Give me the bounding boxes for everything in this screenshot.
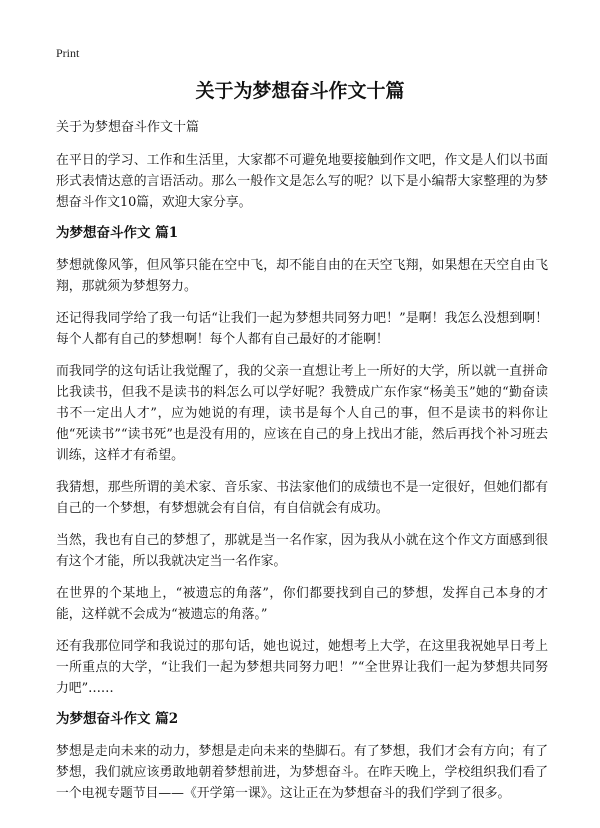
section-1-paragraph-3: 而我同学的这句话让我觉醒了，我的父亲一直想让考上一所好的大学，所以就一直拼命比我读书，但我不是读书的料怎么可以学好呢？我赞成广东作家“杨美玉”她的“勤奋读书不一定出人才”，应为她说的有理，读书是每个人自己的事，但不是读书的料你让他“死读书”“读书死”也是没有用的，应该在自己的身上找出才能，然后再找个补习班去训练，这样才有希望。 — [56, 364, 548, 463]
intro-paragraph: 在平日的学习、工作和生活里，大家都不可避免地要接触到作文吧，作文是人们以书面形式表情达意的言语活动。那么一般作文是怎么写的呢？以下是小编帮大家整理的为梦想奋斗作文10篇，欢迎大家分享。 — [56, 153, 548, 210]
section-1-paragraph-1: 梦想就像风筝，但风筝只能在空中飞，却不能自由的在天空飞翔，如果想在天空自由飞翔，那就须为梦想努力。 — [56, 258, 548, 294]
section-1-paragraph-2: 还记得我同学给了我一句话“让我们一起为梦想共同努力吧！”是啊！我怎么没想到啊！每个人都有自己的梦想啊！每个人都有自己最好的才能啊！ — [56, 311, 548, 347]
print-link[interactable]: Print — [56, 46, 80, 60]
section-1-paragraph-7: 还有我那位同学和我说过的那句话，她也说过，她想考上大学，在这里我祝她早日考上一所重点的大学，“让我们一起为梦想共同努力吧！”“全世界让我们一起为梦想共同努力吧”…… — [56, 639, 548, 696]
section-heading-1: 为梦想奋斗作文 篇1 — [56, 225, 179, 241]
section-1-paragraph-5: 当然，我也有自己的梦想了，那就是当一名作家，因为我从小就在这个作文方面感到很有这个才能，所以我就决定当一名作家。 — [56, 533, 548, 569]
section-1-paragraph-6: 在世界的个某地上，“被遗忘的角落”，你们都要找到自己的梦想，发挥自己本身的才能，这样就不会成为“被遗忘的角落。” — [56, 586, 548, 622]
section-2-paragraph-1: 梦想是走向未来的动力，梦想是走向未来的垫脚石。有了梦想，我们才会有方向；有了梦想，我们就应该勇敢地朝着梦想前进，为梦想奋斗。在昨天晚上，学校组织我们看了一个电视专题节目——《开学第一课》。这让正在为梦想奋斗的我们学到了很多。 — [56, 744, 548, 801]
section-heading-2: 为梦想奋斗作文 篇2 — [56, 711, 179, 727]
article-subtitle: 关于为梦想奋斗作文十篇 — [56, 120, 200, 135]
article-body — [56, 118, 548, 815]
page-title: 关于为梦想奋斗作文十篇 — [195, 80, 405, 102]
section-1-paragraph-4: 我猜想，那些所谓的美术家、音乐家、书法家他们的成绩也不是一定很好，但她们都有自己的一个梦想，有梦想就会有自信，有自信就会有成功。 — [56, 480, 548, 516]
